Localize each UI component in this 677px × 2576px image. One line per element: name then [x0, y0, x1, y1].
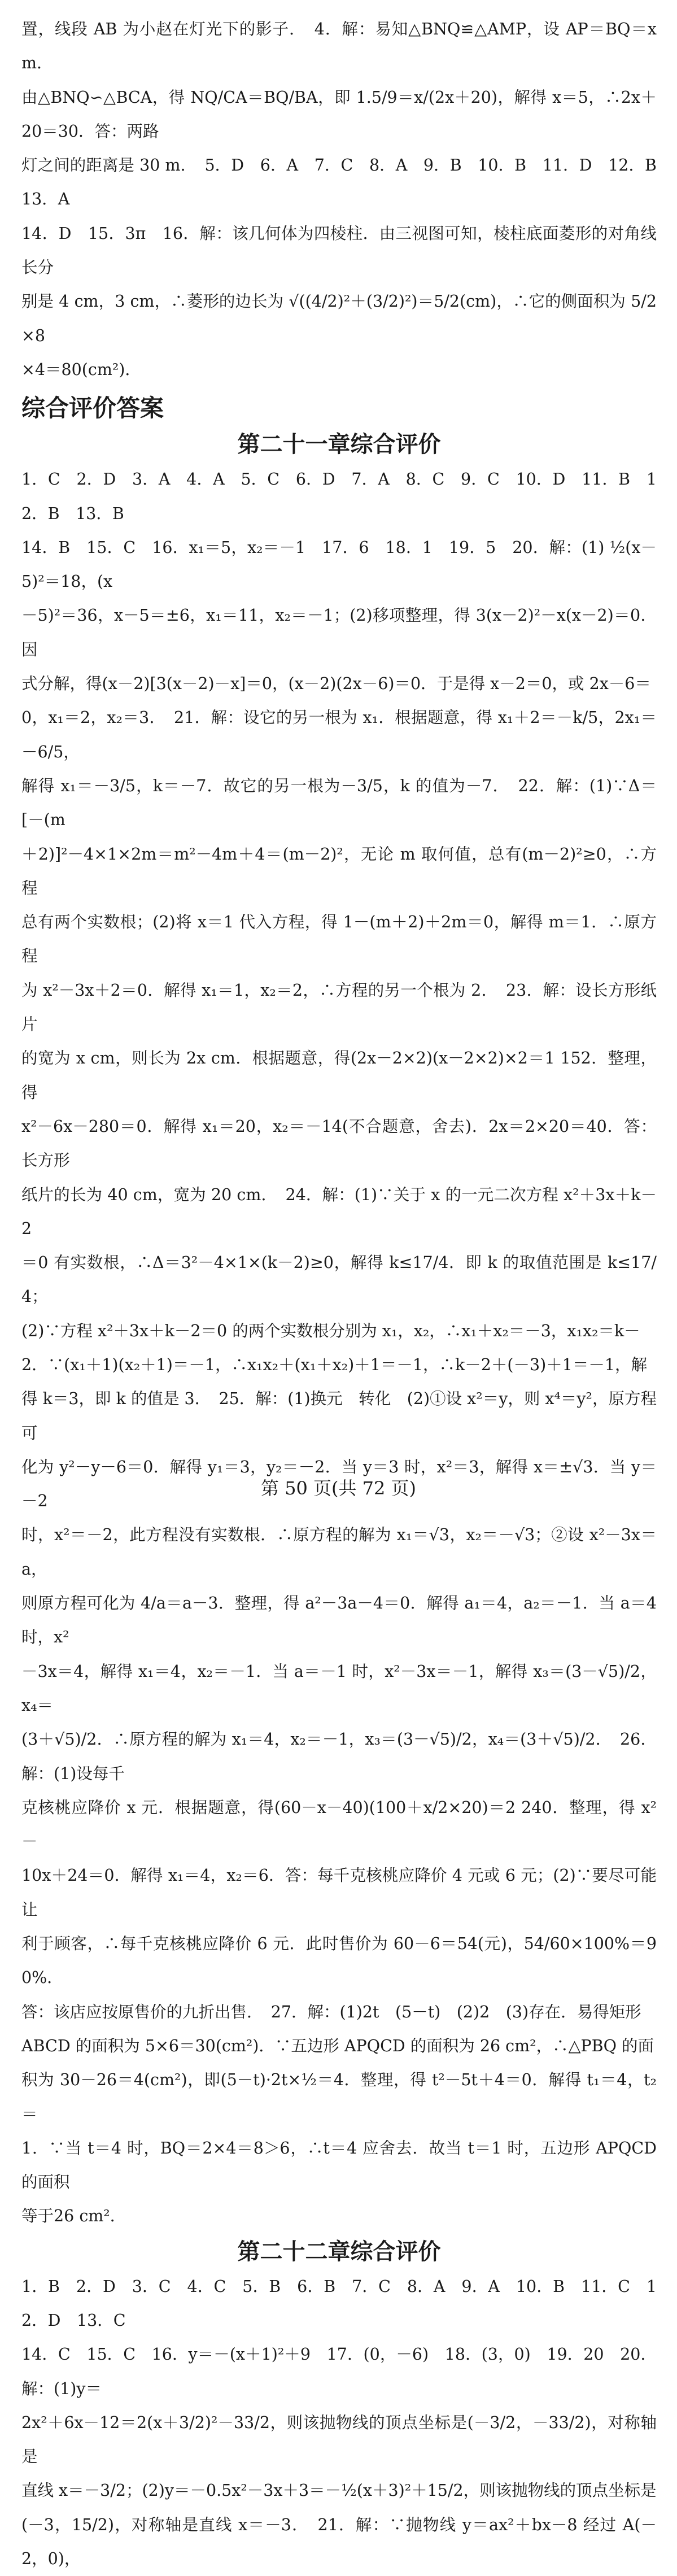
text-line: 克核桃应降价 x 元．根据题意，得(60－x－40)(100＋x/2×20)＝2 240．整理，得 x²－	[21, 1798, 657, 1851]
text-line: ABCD 的面积为 5×6＝30(cm²)．∵五边形 APQCD 的面积为 26 cm²，∴△PBQ 的面	[21, 2036, 654, 2055]
text-line: ＝0 有实数根，∴Δ＝3²－4×1×(k－2)≥0，解得 k≤17/4．即 k 的取值范围是 k≤17/4；	[21, 1253, 657, 1306]
text-line: (3＋√5)/2．∴原方程的解为 x₁＝4，x₂＝－1，x₃＝(3－√5)/2，x₄＝(3＋√5)/2． 26．解：(1)设每千	[21, 1730, 657, 1783]
text-line: (－3，15/2)，对称轴是直线 x＝－3． 21．解：∵抛物线 y＝ax²＋bx－8 经过 A(－2，0)，	[21, 2515, 657, 2569]
text-line: 纸片的长为 40 cm，宽为 20 cm． 24．解：(1)∵关于 x 的一元二次方程 x²＋3x＋k－2	[21, 1185, 657, 1238]
text-line: 的宽为 x cm，则长为 2x cm．根据题意，得(2x－2×2)(x－2×2)×2＝1 152．整理，得	[21, 1049, 657, 1102]
text-line: 别是 4 cm，3 cm，∴菱形的边长为 √((4/2)²＋(3/2)²)＝5/2(cm)，∴它的侧面积为 5/2×8	[21, 292, 657, 345]
text-line: 则原方程可化为 4/a＝a－3．整理，得 a²－3a－4＝0．解得 a₁＝4，a₂＝－1．当 a＝4 时，x²	[21, 1594, 657, 1647]
text-line: (2)∵方程 x²＋3x＋k－2＝0 的两个实数根分别为 x₁，x₂，∴x₁＋x₂＝－3，x₁x₂＝k－	[21, 1321, 640, 1340]
text-line: 置，线段 AB 为小赵在灯光下的影子． 4．解：易知△BNQ≌△AMP，设 AP＝BQ＝x m．	[21, 20, 657, 73]
text-line: 得 k＝3，即 k 的值是 3． 25．解：(1)换元 转化 (2)①设 x²＝y，则 x⁴＝y²，原方程可	[21, 1389, 657, 1442]
text-line: 14．D 15．3π 16．解：该几何体为四棱柱．由三视图可知，棱柱底面菱形的对角线长分	[21, 224, 657, 277]
text-line: 灯之间的距离是 30 m． 5．D 6．A 7．C 8．A 9．B 10．B 11．D 12．B 13．A	[21, 156, 673, 209]
text-line: 为 x²－3x＋2＝0．解得 x₁＝1，x₂＝2，∴方程的另一个根为 2． 23．解：设长方形纸片	[21, 980, 657, 1034]
text-line: －5)²＝36，x－5＝±6，x₁＝11，x₂＝－1；(2)移项整理，得 3(x－2)²－x(x－2)＝0．因	[21, 606, 657, 659]
intro-block	[21, 12, 673, 387]
text-line: 0，x₁＝2，x₂＝3． 21．解：设它的另一根为 x₁．根据题意，得 x₁＋2＝－k/5，2x₁＝－6/5，	[21, 708, 657, 761]
text-line: x²－6x－280＝0．解得 x₁＝20，x₂＝－14(不合题意，舍去)．2x＝2×20＝40．答：长方形	[21, 1117, 657, 1170]
text-line: 利于顾客，∴每千克核桃应降价 6 元．此时售价为 60－6＝54(元)，54/60×100%＝90%．	[21, 1934, 657, 1987]
text-line: 14．C 15．C 16．y＝－(x＋1)²＋9 17．(0，－6) 18．(3，0) 19．20 20．解：(1)y＝	[21, 2345, 657, 2398]
text-line: 2x²＋6x－12＝2(x＋3/2)²－33/2，则该抛物线的顶点坐标是(－3/2，－33/2)，对称轴是	[21, 2413, 657, 2466]
text-line: 2．∵(x₁＋1)(x₂＋1)＝－1，∴x₁x₂＋(x₁＋x₂)＋1＝－1，∴k－2＋(－3)＋1＝－1，解	[21, 1355, 648, 1374]
text-line: －3x＝4，解得 x₁＝4，x₂＝－1．当 a＝－1 时，x²－3x＝－1，解得 x₃＝(3－√5)/2，x₄＝	[21, 1662, 657, 1715]
text-line: 1．∵当 t＝4 时，BQ＝2×4＝8＞6，∴t＝4 应舍去．故当 t＝1 时，五边形 APQCD 的面积	[21, 2138, 657, 2192]
text-line: ×4＝80(cm²)．	[21, 360, 141, 379]
text-line: ＋2)]²－4×1×2m＝m²－4m＋4＝(m－2)²，无论 m 取何值，总有(m－2)²≥0，∴方程	[21, 844, 657, 897]
text-line: 1．C 2．D 3．A 4．A 5．C 6．D 7．A 8．C 9．C 10．D 11．B 12．B 13．B	[21, 470, 657, 523]
text-line: 等于26 cm²．	[21, 2207, 126, 2226]
chapter-22-title: 第二十二章综合评价	[237, 2238, 441, 2265]
text-line: 14．B 15．C 16．x₁＝5，x₂＝－1 17．6 18．1 19．5 20．解：(1) ½(x－5)²＝18，(x	[21, 538, 657, 591]
section-title: 综合评价答案	[21, 394, 164, 422]
text-line: 积为 30－26＝4(cm²)，即(5－t)·2t×½＝4．整理，得 t²－5t＋4＝0．解得 t₁＝4，t₂＝	[21, 2071, 657, 2124]
text-line: 1．B 2．D 3．C 4．C 5．B 6．B 7．C 8．A 9．A 10．B 11．C 12．D 13．C	[21, 2277, 657, 2330]
text-line: 解得 x₁＝－3/5，k＝－7．故它的另一根为－3/5，k 的值为－7． 22．解：(1)∵Δ＝[－(m	[21, 776, 657, 830]
text-line: 式分解，得(x－2)[3(x－2)－x]＝0，(x－2)(2x－6)＝0．于是得 x－2＝0，或 2x－6＝	[21, 674, 651, 694]
page-number-footer: 第 50 页(共 72 页)	[260, 1477, 417, 1499]
chapter-21-title: 第二十一章综合评价	[237, 431, 441, 458]
text-line: 直线 x＝－3/2；(2)y＝－0.5x²－3x＋3＝－½(x＋3)²＋15/2，则该抛物线的顶点坐标是	[21, 2481, 657, 2500]
text-line: 时，x²＝－2，此方程没有实数根．∴原方程的解为 x₁＝√3，x₂＝－√3；②设 x²－3x＝a，	[21, 1525, 657, 1579]
text-line: 答：该店应按原售价的九折出售． 27．解：(1)2t (5－t) (2)2 (3)存在．易得矩形	[21, 2002, 641, 2021]
text-line: 10x＋24＝0．解得 x₁＝4，x₂＝6．答：每千克核桃应降价 4 元或 6 元；(2)∵要尽可能让	[21, 1866, 657, 1919]
text-line: 总有两个实数根；(2)将 x＝1 代入方程，得 1－(m＋2)＋2m＝0，解得 m＝1．∴原方程	[21, 913, 657, 966]
answer-page	[21, 12, 673, 2576]
chapter-21-body	[21, 463, 657, 2233]
text-line: 由△BNQ∽△BCA，得 NQ/CA＝BQ/BA，即 1.5/9＝x/(2x＋20)，解得 x＝5，∴2x＋20＝30．答：两路	[21, 88, 657, 141]
text-line: 化为 y²－y－6＝0．解得 y₁＝3，y₂＝－2．当 y＝3 时，x²＝3，解得 x＝±√3．当 y＝－2	[21, 1457, 657, 1511]
chapter-22-body	[21, 2270, 657, 2576]
